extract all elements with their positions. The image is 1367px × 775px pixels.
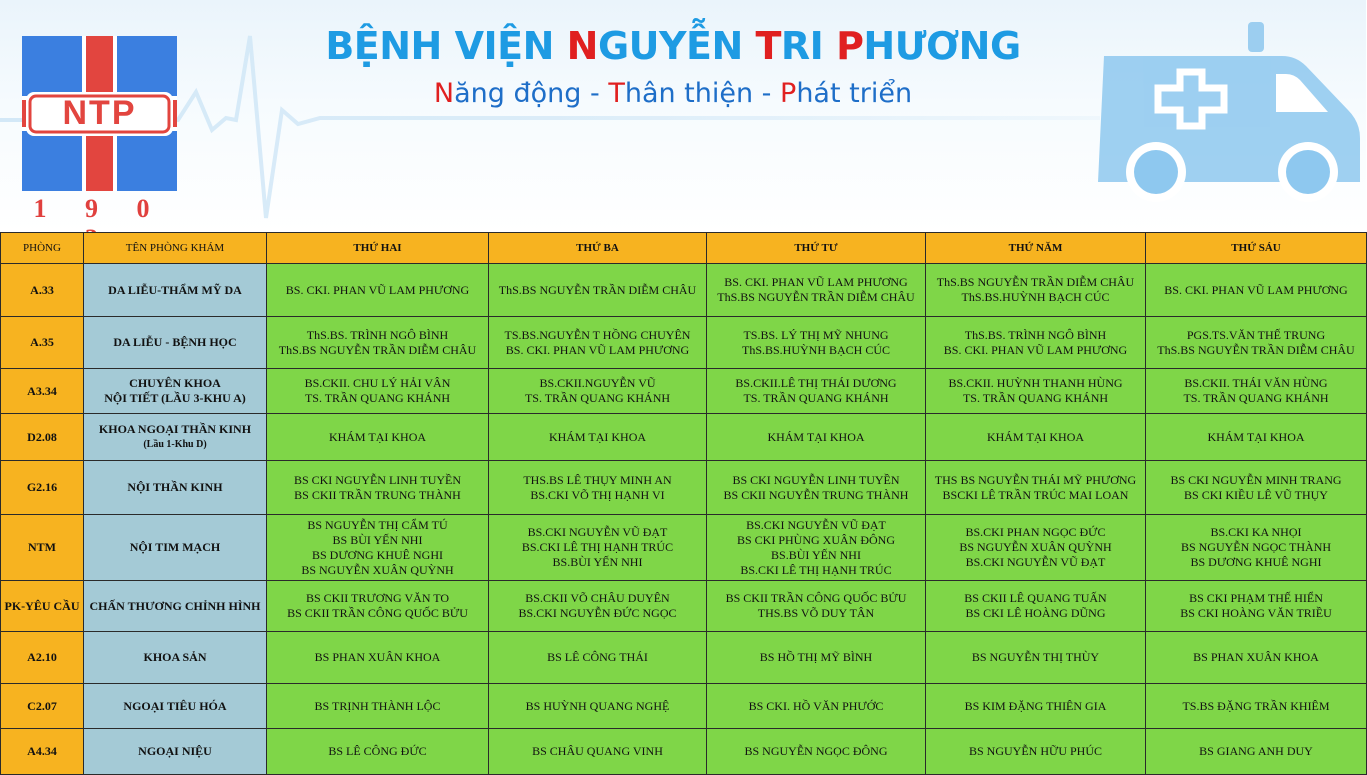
doctor-name: BS.CKI VÕ THỊ HẠNH VI <box>530 487 665 502</box>
header-monday: THỨ HAI <box>267 233 489 264</box>
table-header-row <box>1 233 1367 264</box>
doctor-slot <box>267 317 489 369</box>
clinic-name <box>84 684 267 729</box>
room-code: NTM <box>1 515 84 581</box>
doctor-slot <box>489 515 707 581</box>
doctor-name: TS. TRẦN QUANG KHÁNH <box>1183 391 1329 405</box>
doctor-slot <box>1146 581 1367 632</box>
header-tuesday: THỨ BA <box>489 233 707 264</box>
doctor-slot <box>489 684 707 729</box>
room-code: A.33 <box>1 264 84 317</box>
doctor-name: BS.CKII.LÊ THỊ THÁI DƯƠNG <box>735 376 897 390</box>
doctor-name: BS CKI NGUYỄN LINH TUYỀN <box>293 472 462 487</box>
doctor-name: BS.CKI LÊ THỊ HẠNH TRÚC <box>521 540 674 554</box>
hospital-header <box>0 0 1366 232</box>
doctor-slot <box>489 461 707 515</box>
doctor-name: BS CKI KIỀU LÊ VŨ THỤY <box>1184 487 1328 502</box>
room-code: G2.16 <box>1 461 84 515</box>
doctor-slot <box>1146 684 1367 729</box>
doctor-name: KHÁM TẠI KHOA <box>986 429 1085 444</box>
doctor-name: TS.BS.NGUYỄN T HỒNG CHUYÊN <box>504 327 691 342</box>
doctor-name: BS CHÂU QUANG VINH <box>532 744 663 758</box>
doctor-name: BS.CKI NGUYỄN VŨ ĐẠT <box>746 517 886 532</box>
room-code: A2.10 <box>1 632 84 684</box>
doctor-name: BS CKII NGUYỄN TRUNG THÀNH <box>723 487 909 502</box>
logo-text: NTP <box>62 94 137 132</box>
doctor-name: BS.CKII. CHU LÝ HẢI VÂN <box>304 376 451 390</box>
doctor-slot <box>489 317 707 369</box>
doctor-slot <box>707 264 926 317</box>
table-row <box>1 729 1367 775</box>
doctor-slot <box>1146 515 1367 581</box>
room-code: C2.07 <box>1 684 84 729</box>
doctor-name: PGS.TS.VĂN THẾ TRUNG <box>1186 327 1326 342</box>
doctor-name: BS DƯƠNG KHUÊ NGHI <box>1190 555 1322 569</box>
doctor-name: BS.CKII.NGUYỄN VŨ <box>539 376 656 390</box>
doctor-name: BS CKI LÊ HOÀNG DŨNG <box>965 606 1106 620</box>
room-code: D2.08 <box>1 414 84 461</box>
clinic-name-line: DA LIỄU - BỆNH HỌC <box>113 335 237 349</box>
doctor-slot <box>707 515 926 581</box>
doctor-slot <box>707 317 926 369</box>
doctor-slot <box>489 581 707 632</box>
doctor-name: BS LÊ CÔNG ĐỨC <box>328 744 427 758</box>
doctor-name: BS.CKI NGUYỄN VŨ ĐẠT <box>965 555 1106 569</box>
doctor-slot <box>489 729 707 775</box>
doctor-slot <box>267 684 489 729</box>
clinic-name-line: KHOA NGOẠI THẦN KINH <box>98 422 252 436</box>
doctor-name: BS.BÙI YẾN NHI <box>552 555 643 569</box>
doctor-name: BS.CKI KA NHỌI <box>1210 525 1302 539</box>
header-clinic-name: TÊN PHÒNG KHÁM <box>84 233 267 264</box>
doctor-name: BS. CKI. PHAN VŨ LAM PHƯƠNG <box>285 282 470 297</box>
doctor-name: ThS.BS. TRÌNH NGÔ BÌNH <box>964 327 1107 342</box>
logo-year: 1 9 0 <box>33 194 166 223</box>
doctor-name: BS CKI PHÙNG XUÂN ĐÔNG <box>736 532 895 547</box>
doctor-slot <box>267 461 489 515</box>
clinic-schedule-table <box>0 232 1367 775</box>
doctor-slot <box>267 581 489 632</box>
room-code: A.35 <box>1 317 84 369</box>
doctor-name: BS CKI PHẠM THẾ HIỂN <box>1189 591 1323 605</box>
doctor-name: BS NGUYỄN XUÂN QUỲNH <box>301 562 454 577</box>
doctor-name: ThS.BS NGUYỄN TRẦN DIỄM CHÂU <box>498 282 697 297</box>
doctor-name: THS BS NGUYỄN THÁI MỸ PHƯƠNG <box>934 472 1137 487</box>
doctor-name: BS.CKI LÊ THỊ HẠNH TRÚC <box>740 562 892 577</box>
doctor-name: BS CKI NGUYỄN LINH TUYỀN <box>732 472 900 487</box>
doctor-slot <box>489 369 707 414</box>
doctor-name: BS HUỲNH QUANG NGHỆ <box>525 698 670 713</box>
table-row <box>1 581 1367 632</box>
doctor-name: BS NGUYỄN THỊ THÙY <box>971 650 1100 664</box>
doctor-name: TS. TRẦN QUANG KHÁNH <box>524 391 671 405</box>
doctor-name: BS HỒ THỊ MỸ BÌNH <box>759 650 873 664</box>
table-row <box>1 264 1367 317</box>
doctor-slot <box>489 632 707 684</box>
doctor-slot <box>926 414 1146 461</box>
doctor-name: THS.BS VÕ DUY TÂN <box>757 606 875 620</box>
clinic-name <box>84 581 267 632</box>
doctor-slot <box>1146 414 1367 461</box>
doctor-slot <box>926 729 1146 775</box>
clinic-name-line: NỘI TIM MẠCH <box>129 540 221 554</box>
table-row <box>1 515 1367 581</box>
doctor-slot <box>267 414 489 461</box>
doctor-name: BS NGUYỄN NGỌC THÀNH <box>1180 540 1332 554</box>
doctor-name: ThS.BS.HUỲNH BẠCH CÚC <box>961 290 1110 304</box>
table-row <box>1 461 1367 515</box>
doctor-slot <box>926 461 1146 515</box>
clinic-name <box>84 729 267 775</box>
doctor-name: BS PHAN XUÂN KHOA <box>1193 650 1319 664</box>
clinic-name <box>84 414 267 461</box>
clinic-name <box>84 264 267 317</box>
header-wednesday: THỨ TƯ <box>707 233 926 264</box>
doctor-slot <box>707 684 926 729</box>
table-row <box>1 684 1367 729</box>
doctor-name: BS NGUYỄN NGỌC ĐÔNG <box>744 744 888 758</box>
doctor-name: BS CKII LÊ QUANG TUẤN <box>964 591 1107 605</box>
doctor-name: BS DƯƠNG KHUÊ NGHI <box>312 547 443 562</box>
doctor-name: BS CKII TRẦN CÔNG QUỐC BỬU <box>287 606 468 620</box>
doctor-name: TS. TRẦN QUANG KHÁNH <box>962 391 1109 405</box>
clinic-name <box>84 369 267 414</box>
doctor-name: ThS.BS. TRÌNH NGÔ BÌNH <box>306 327 449 342</box>
clinic-name-line: CHUYÊN KHOA <box>129 376 221 390</box>
doctor-slot <box>926 581 1146 632</box>
doctor-slot <box>489 264 707 317</box>
doctor-slot <box>1146 729 1367 775</box>
room-code: PK-YÊU CẦU <box>1 581 84 632</box>
doctor-name: KHÁM TẠI KHOA <box>548 429 647 444</box>
clinic-name <box>84 461 267 515</box>
doctor-slot <box>707 632 926 684</box>
clinic-name-line: NGOẠI NIỆU <box>138 744 212 758</box>
doctor-slot <box>707 369 926 414</box>
ambulance-icon <box>1098 22 1366 210</box>
doctor-name: BS.CKII. THÁI VĂN HÙNG <box>1184 376 1328 390</box>
clinic-name <box>84 515 267 581</box>
doctor-name: BS GIANG ANH DUY <box>1199 744 1313 758</box>
doctor-slot <box>1146 461 1367 515</box>
doctor-slot <box>926 515 1146 581</box>
doctor-name: BS NGUYỄN THỊ CẨM TÚ <box>307 517 448 532</box>
clinic-location-note: (Lầu 1-Khu D) <box>143 439 207 450</box>
doctor-slot <box>1146 264 1367 317</box>
doctor-slot <box>926 264 1146 317</box>
doctor-name: KHÁM TẠI KHOA <box>767 429 865 444</box>
clinic-name-line: CHẤN THƯƠNG CHỈNH HÌNH <box>89 598 261 613</box>
doctor-name: TS. TRẦN QUANG KHÁNH <box>743 391 889 405</box>
doctor-slot <box>926 632 1146 684</box>
hospital-name: BỆNH VIỆN NGUYỄN TRI PHƯƠNG <box>325 24 1021 68</box>
doctor-name: BSCKI LÊ TRẦN TRÚC MAI LOAN <box>942 487 1129 502</box>
clinic-name-line: NỘI THẦN KINH <box>127 480 223 494</box>
doctor-slot <box>1146 632 1367 684</box>
doctor-slot <box>926 317 1146 369</box>
doctor-name: BS TRỊNH THÀNH LỘC <box>314 698 441 713</box>
doctor-name: BS.CKII. HUỲNH THANH HÙNG <box>948 376 1123 390</box>
doctor-slot <box>707 461 926 515</box>
clinic-name-line: KHOA SẢN <box>143 650 207 664</box>
doctor-slot <box>707 729 926 775</box>
clinic-name-line: NỘI TIẾT (LẦU 3-KHU A) <box>104 391 246 405</box>
table-row <box>1 414 1367 461</box>
doctor-name: BS. CKI. PHAN VŨ LAM PHƯƠNG <box>505 342 690 357</box>
clinic-name <box>84 317 267 369</box>
room-code: A4.34 <box>1 729 84 775</box>
doctor-slot <box>267 515 489 581</box>
doctor-name: ThS.BS NGUYỄN TRẦN DIỄM CHÂU <box>1157 342 1355 357</box>
doctor-slot <box>267 264 489 317</box>
doctor-name: KHÁM TẠI KHOA <box>1207 429 1305 444</box>
doctor-name: BS.CKII VÕ CHÂU DUYÊN <box>525 591 670 605</box>
doctor-name: TS. TRẦN QUANG KHÁNH <box>304 391 451 405</box>
doctor-name: ThS.BS NGUYỄN TRẦN DIỄM CHÂU <box>717 290 915 304</box>
doctor-name: THS.BS LÊ THỤY MINH AN <box>523 472 672 487</box>
header-room: PHÒNG <box>1 233 84 264</box>
doctor-name: BS CKII TRẦN TRUNG THÀNH <box>294 487 461 502</box>
doctor-slot <box>926 684 1146 729</box>
doctor-name: BS CKI. HỒ VĂN PHƯỚC <box>748 698 884 713</box>
doctor-name: BS CKI NGUYỄN MINH TRANG <box>1170 472 1342 487</box>
doctor-slot <box>707 414 926 461</box>
doctor-slot <box>489 414 707 461</box>
doctor-name: BS. CKI. PHAN VŨ LAM PHƯƠNG <box>943 342 1128 357</box>
doctor-name: BS.BÙI YẾN NHI <box>771 547 861 562</box>
doctor-name: BS BÙI YẾN NHI <box>332 532 423 547</box>
room-code: A3.34 <box>1 369 84 414</box>
doctor-slot <box>707 581 926 632</box>
doctor-name: BS.CKI NGUYỄN ĐỨC NGỌC <box>518 606 677 620</box>
clinic-name-line: DA LIỄU-THẨM MỸ DA <box>108 282 242 297</box>
doctor-name: ThS.BS NGUYỄN TRẦN DIỄM CHÂU <box>278 342 477 357</box>
doctor-slot <box>267 729 489 775</box>
clinic-name <box>84 632 267 684</box>
doctor-slot <box>926 369 1146 414</box>
doctor-name: ThS.BS NGUYỄN TRẦN DIỄM CHÂU <box>936 275 1135 289</box>
doctor-name: BS CKII TRƯƠNG VĂN TO <box>305 591 450 605</box>
doctor-slot <box>267 369 489 414</box>
doctor-name: BS CKI HOÀNG VĂN TRIỀU <box>1180 606 1332 620</box>
table-row <box>1 369 1367 414</box>
doctor-name: BS NGUYỄN XUÂN QUỲNH <box>959 540 1112 554</box>
doctor-slot <box>1146 369 1367 414</box>
header-friday: THỨ SÁU <box>1146 233 1367 264</box>
doctor-name: BS CKII TRẦN CÔNG QUỐC BỬU <box>725 591 907 605</box>
doctor-name: BS. CKI. PHAN VŨ LAM PHƯƠNG <box>724 275 908 289</box>
table-row <box>1 317 1367 369</box>
doctor-name: BS KIM ĐẶNG THIÊN GIA <box>964 698 1107 713</box>
hospital-slogan: Năng động - Thân thiện - Phát triển <box>433 78 913 109</box>
schedule-body <box>1 264 1367 775</box>
doctor-name: BS. CKI. PHAN VŨ LAM PHƯƠNG <box>1164 282 1348 297</box>
header-thursday: THỨ NĂM <box>926 233 1146 264</box>
doctor-name: BS.CKI PHAN NGỌC ĐỨC <box>965 525 1106 539</box>
clinic-name-line: NGOẠI TIÊU HÓA <box>123 698 227 713</box>
doctor-name: ThS.BS.HUỲNH BẠCH CÚC <box>741 342 891 357</box>
doctor-name: BS NGUYỄN HỮU PHÚC <box>969 744 1102 758</box>
doctor-slot <box>267 632 489 684</box>
table-row <box>1 632 1367 684</box>
doctor-name: BS LÊ CÔNG THÁI <box>547 650 648 664</box>
doctor-name: BS.CKI NGUYỄN VŨ ĐẠT <box>527 525 668 539</box>
doctor-name: KHÁM TẠI KHOA <box>328 429 427 444</box>
doctor-slot <box>1146 317 1367 369</box>
doctor-name: BS PHAN XUÂN KHOA <box>314 650 441 664</box>
doctor-name: TS.BS ĐẶNG TRẦN KHIÊM <box>1182 698 1330 713</box>
doctor-name: TS.BS. LÝ THỊ MỸ NHUNG <box>743 327 889 342</box>
